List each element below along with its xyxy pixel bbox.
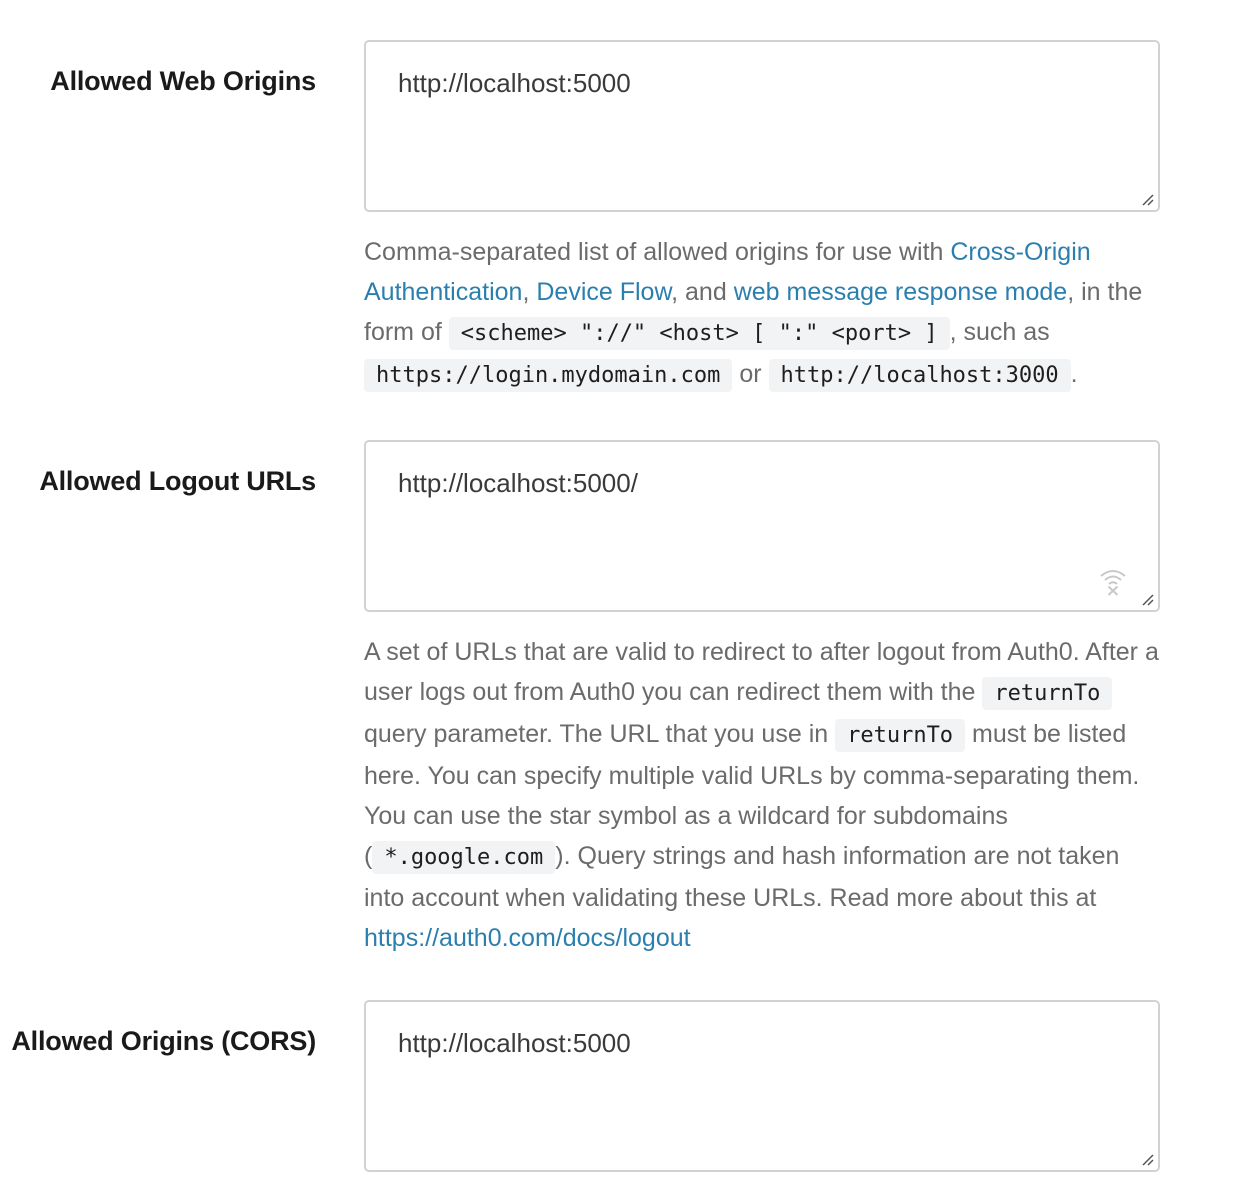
logout-urls-field[interactable]: [364, 440, 1160, 612]
help-text: , and: [671, 278, 734, 306]
example-code-login: https://login.mydomain.com: [364, 359, 732, 392]
resize-handle-icon[interactable]: [1140, 1152, 1154, 1166]
device-flow-link[interactable]: Device Flow: [536, 278, 672, 306]
return-to-code: returnTo: [835, 719, 965, 752]
example-code-localhost: http://localhost:3000: [769, 359, 1071, 392]
help-text: , such as: [949, 318, 1050, 346]
cors-origins-label: Allowed Origins (CORS): [11, 1026, 316, 1056]
cors-origins-textarea[interactable]: [366, 1002, 1158, 1170]
help-text: A set of URLs that are valid to redirect to after logout from Auth0. After a user logs out from Auth0 you can redirect them with the: [364, 638, 1159, 706]
help-text: ,: [522, 278, 537, 306]
resize-handle-icon[interactable]: [1140, 192, 1154, 206]
web-message-response-mode-link[interactable]: web message response mode: [733, 278, 1068, 306]
wildcard-example-code: *.google.com: [372, 841, 555, 874]
wifi-off-icon: [1098, 566, 1128, 596]
logout-urls-textarea[interactable]: [366, 442, 1158, 610]
web-origins-help: [364, 232, 1164, 396]
help-text: .: [1070, 360, 1078, 388]
logout-urls-help: [364, 632, 1164, 958]
origin-format-code: <scheme> "://" <host> [ ":" <port> ]: [449, 317, 950, 350]
help-text: query parameter. The URL that you use in: [364, 720, 836, 748]
cors-origins-field[interactable]: [364, 1000, 1160, 1172]
help-text: must be listed here. You can specify multiple valid URLs by comma-separating them. You can use the star symbol as a wildcard for subdomains (: [364, 720, 1140, 870]
help-text: ). Query strings and hash information are not taken into account when validating these URLs. Read more about this at: [364, 842, 1120, 912]
help-text: , in the form of: [364, 278, 1143, 346]
web-origins-textarea[interactable]: [366, 42, 1158, 210]
help-text: Comma-separated list of allowed origins for use with: [364, 238, 951, 266]
return-to-code: returnTo: [982, 677, 1112, 710]
resize-handle-icon[interactable]: [1140, 592, 1154, 606]
help-text: or: [732, 360, 769, 388]
logout-docs-link[interactable]: https://auth0.com/docs/logout: [364, 924, 691, 952]
cross-origin-auth-link[interactable]: Cross-Origin Authentication: [364, 238, 1091, 306]
web-origins-label: Allowed Web Origins: [50, 66, 316, 96]
logout-urls-label: Allowed Logout URLs: [39, 466, 316, 496]
web-origins-field[interactable]: [364, 40, 1160, 212]
